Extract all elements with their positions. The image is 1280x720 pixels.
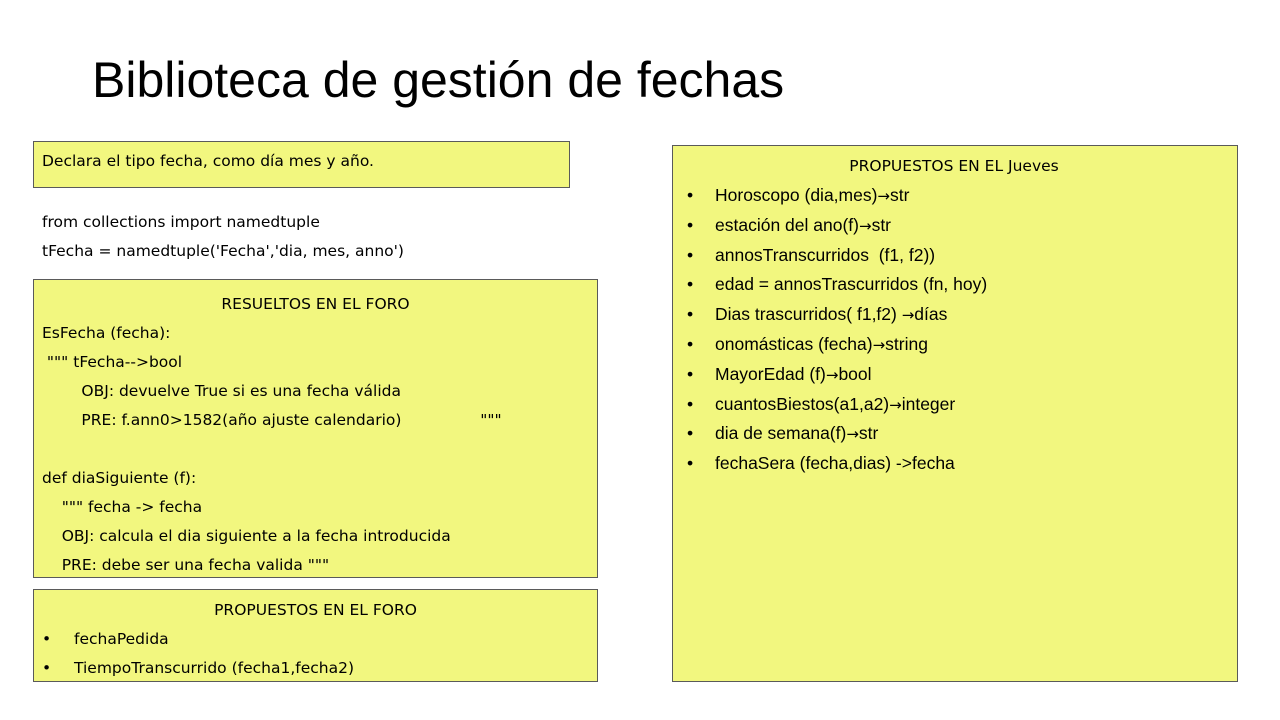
arrow-right-icon: → bbox=[825, 365, 839, 384]
resueltos-line: PRE: f.ann0>1582(año ajuste calendario) """ bbox=[42, 411, 502, 429]
resueltos-line: PRE: debe ser una fecha valida """ bbox=[42, 556, 330, 574]
item-text: Horoscopo (dia,mes) bbox=[715, 185, 878, 205]
item-return: str bbox=[858, 423, 879, 444]
list-item bbox=[681, 360, 1237, 390]
namedtuple-code bbox=[42, 208, 404, 266]
item-return: integer bbox=[901, 393, 956, 414]
arrow-right-icon: → bbox=[877, 187, 890, 205]
resueltos-box bbox=[33, 279, 598, 578]
item-text: estación del ano(f) bbox=[715, 214, 859, 235]
resueltos-line bbox=[42, 435, 597, 464]
item-text: Dias trascurridos( f1,f2) bbox=[715, 304, 902, 325]
code-line: tFecha = namedtuple('Fecha','dia, mes, anno') bbox=[42, 242, 404, 260]
resueltos-header: RESUELTOS EN EL FORO bbox=[221, 295, 410, 313]
list-item bbox=[681, 211, 1237, 241]
item-text: fechaSera (fecha,dias) ->fecha bbox=[715, 453, 955, 474]
list-item bbox=[681, 241, 1237, 271]
resueltos-line: """ fecha -> fecha bbox=[42, 498, 203, 516]
resueltos-line: def diaSiguiente (f): bbox=[42, 469, 197, 487]
propuestos-foro-list bbox=[42, 625, 597, 683]
item-return: str bbox=[890, 185, 910, 205]
item-return: días bbox=[914, 304, 948, 325]
code-line: from collections import namedtuple bbox=[42, 213, 320, 231]
list-item: • TiempoTranscurrido (fecha1,fecha2) bbox=[42, 654, 597, 683]
propuestos-jueves-box bbox=[672, 145, 1238, 682]
item-return: str bbox=[871, 214, 892, 235]
arrow-right-icon: → bbox=[846, 425, 859, 444]
item-text: annosTranscurridos (f1, f2)) bbox=[715, 244, 936, 265]
page-title: Biblioteca de gestión de fechas bbox=[92, 52, 785, 108]
declara-text: Declara el tipo fecha, como día mes y año. bbox=[42, 152, 374, 170]
list-item bbox=[681, 300, 1237, 330]
item-text: cuantosBiestos(a1,a2) bbox=[715, 393, 890, 414]
resueltos-line: OBJ: devuelve True si es una fecha válida bbox=[42, 382, 401, 400]
arrow-right-icon: → bbox=[858, 216, 872, 235]
list-item bbox=[681, 390, 1237, 420]
item-return: string bbox=[885, 333, 928, 354]
item-text: MayorEdad (f) bbox=[715, 363, 826, 384]
arrow-right-icon: → bbox=[872, 335, 886, 354]
list-item: • fechaPedida bbox=[42, 625, 597, 654]
item-text: edad = annosTrascurridos (fn, hoy) bbox=[715, 274, 988, 295]
propuestos-foro-box bbox=[33, 589, 598, 682]
resueltos-line: """ tFecha-->bool bbox=[42, 353, 183, 371]
list-item bbox=[681, 330, 1237, 360]
item-return: bool bbox=[838, 363, 872, 384]
propuestos-jueves-header: PROPUESTOS EN EL Jueves bbox=[849, 157, 1059, 175]
propuestos-foro-header: PROPUESTOS EN EL FORO bbox=[214, 601, 417, 619]
list-item bbox=[681, 419, 1237, 449]
item-text: onomásticas (fecha) bbox=[715, 333, 873, 354]
arrow-right-icon: → bbox=[901, 306, 915, 325]
list-item bbox=[681, 449, 1237, 479]
propuestos-jueves-list bbox=[681, 181, 1237, 479]
declara-box bbox=[33, 141, 570, 188]
item-text: dia de semana(f) bbox=[715, 423, 847, 444]
resueltos-line: OBJ: calcula el dia siguiente a la fecha introducida bbox=[42, 527, 451, 545]
resueltos-line: EsFecha (fecha): bbox=[42, 324, 171, 342]
list-item bbox=[681, 181, 1237, 211]
arrow-right-icon: → bbox=[889, 395, 902, 414]
list-item bbox=[681, 270, 1237, 300]
